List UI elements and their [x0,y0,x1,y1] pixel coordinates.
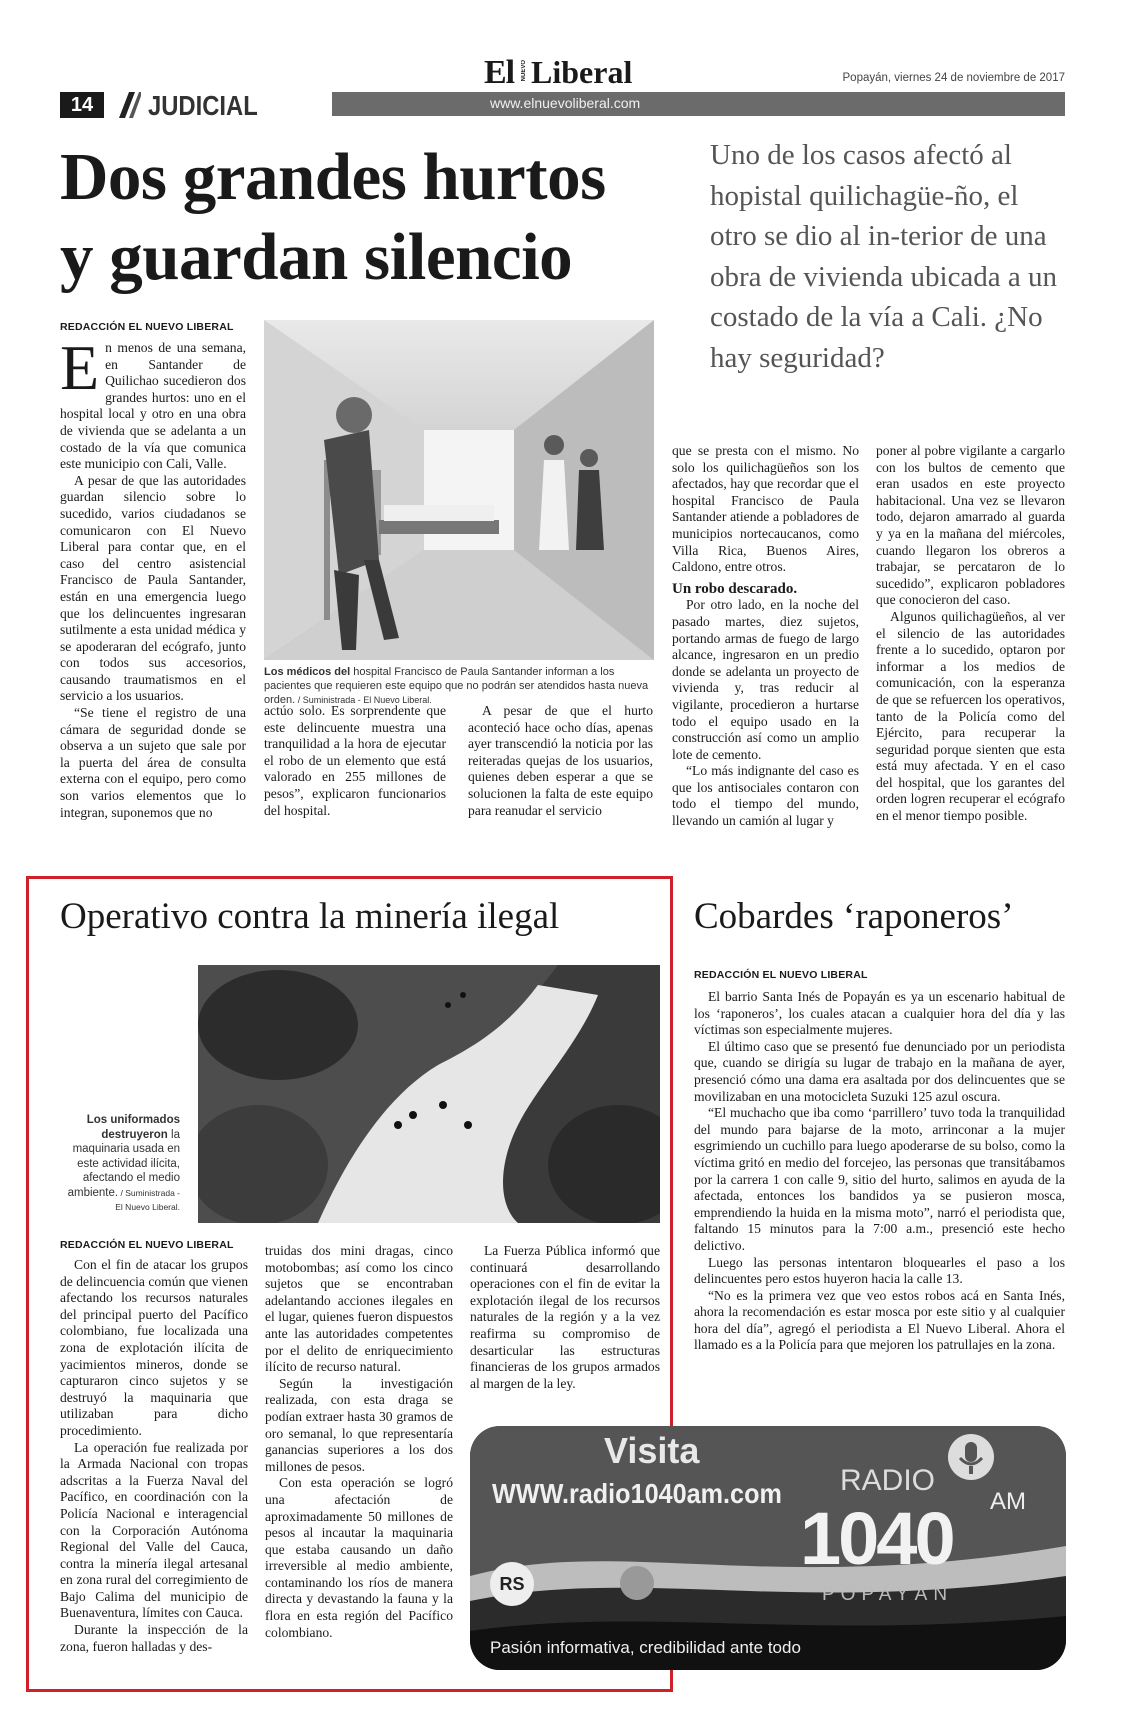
paragraph-2: A pesar de que las autoridades guardan silencio sobre lo sucedido, varios ciudadanos se comunicaron con El Nuevo Liberal para contar que, en el caso del centro asistencial Francisco de Paula Santander, están en una emergencia luego que los delincuentes ingresaran sutilmente a esta unidad médica y se apoderaran del ecógrafo, junto con todos sus accesorios, causando traumatismos en el servicio a los usuarios. [60,472,246,704]
ad-radio: RADIO [840,1464,936,1497]
hospital-photo-caption: Los médicos del hospital Francisco de Paula Santander informan a los pacientes que requieren este equipo que no podrán ser atendidos hasta nueva orden. / Suministrada - El Nuevo Liberal. [264,666,649,706]
headline: Operativo contra la minería ilegal [60,896,560,937]
headline-line-2: y guardan silencio [60,220,573,294]
byline: REDACCIÓN EL NUEVO LIBERAL [694,969,868,981]
ad-visita: Visita [604,1430,700,1471]
ad-url[interactable]: WWW.radio1040am.com [492,1478,782,1509]
article-raponeros [694,895,1065,1415]
signal-icon [620,1566,654,1600]
hospital-photo [264,320,654,660]
article-column-1: Con el fin de atacar los grupos de delincuencia común que vienen afectando los recursos naturales del principal puerto del Pacífico colombiano, fue localizada una zona de explotación ilícita de yacimientos mineros, donde se capturaron cinco sujetos y se destruyó la maquinaria que utilizaban para dicho procedimiento. La operación fue realizada por la Armada Nacional con tropas adscritas a la Fuerza Naval del Pacífico, en coordinación con la Policía Nacional e interagencial con la Corporación Autónoma Regional del Valle del Cauca, contra la minería ilegal artesanal en zona rural del corregimiento de Bajo Calima del municipio de Buenaventura, límites con Cauca. Durante la inspección de la zona, fueron halladas y des- [60,1257,248,1654]
section-slash-icon [115,92,141,118]
mining-photo [198,965,660,1223]
mining-photo-caption: Los uniformados destruyeron la maquinaria usada en este actividad ilícita, afectando el medio ambiente. / Suministrada - El Nuevo Liberal. [67,1114,180,1212]
subhead: Un robo descarado. [672,580,798,597]
paragraph-1: En menos de una semana, en Santander de Quilichao sucedieron dos grandes hurtos: uno en el hospital local y otro en una obra de vivienda que se adelanta a un costado de la vía que comunica este municipio con Cali, Valle. [60,332,246,472]
logo [484,56,704,92]
paragraph-3: “Se tiene el registro de una cámara de seguridad donde se observa a un sujeto que sale por la puerta del área de consulta externa con el equipo, pero como son varios elementos que lo integran, suponemos que no [60,705,246,820]
logo-nuevo: NUEVO [521,60,527,82]
article-column-1 [60,332,246,821]
microphone-icon [948,1434,994,1480]
article-column-4: que se presta con el mismo. No solo los quilichagüeños son los afectados, hay que recordar que el hospital Francisco de Paula Santander atiende a pobladores de municipios nortecaucanos, como Villa Rica, Buenos Aires, Caldono, entre otros. Un robo descarado. Por otro lado, en la noche del pasado martes, diez sujetos, portando armas de fuego de largo alcance, ingresaron en un predio donde se adelanta un proyecto de vivienda y, tras reducir al vigilante, procedieron a hurtarse todo el equipo usado en la construcción así como un amplio lote de cemento. “Lo más indignante del caso es que los antisociales contaron con todo el tiempo del mundo, llevando un camión al lugar y [672,443,859,829]
ad-frequency: 1040 [800,1497,953,1580]
article-body: El barrio Santa Inés de Popayán es ya un escenario habitual de los ‘raponeros’, los cuales atacan a cualquier hora del día y las víctimas son especialmente mujeres. El último caso que se presentó fue denunciado por un periodista que, cuando se dirigía su lugar de trabajo en la mañana de ayer, presenció cómo una dama era asaltada por dos delincuentes que se movilizaban en una motocicleta Suzuki 125 azul oscura. “El muchacho que iba como ‘parrillero’ tuvo toda la tranquilidad del mundo para bajarse de la moto, arrinconar a la mujer esgrimiendo un cuchillo para luego apoderarse de su bolso, como la víctima gritó en medio del forcejeo, las personas que transitábamos por la carrera 1 con calle 9, sitio del hurto, salimos en ayuda de la afectada, entonces los bandidos ya se pusieron mosca, emprendiendo la huida en la misma moto”, narró el periodista que, faltando 15 minutos para la 7:00 a.m., presenció este hecho delictivo. Luego las personas intentaron bloquearles el paso a los delincuentes pero estos huyeron hacia la calle 13. “No es la primera vez que veo estos robos acá en Santa Inés, ahora la recomendación es estar mosca por este sitio y al cualquier hora del día”, agregó el periodista a El Nuevo Liberal. Ahora el llamado es a la Policía para que mejoren los patrullajes en la zona. [694,989,1065,1353]
article-column-3: La Fuerza Pública informó que continuará desarrollando operaciones con el fin de evitar la explotación ilegal de los recursos naturales de la región y a la vez reafirma su compromiso de desarticular las estructuras financieras de los grupos armados al margen de la ley. [470,1243,660,1391]
masthead [60,56,1065,120]
headline: Cobardes ‘raponeros’ [694,896,1014,937]
page-number-box [60,92,104,118]
page-number: 14 [70,94,94,116]
logo-liberal: Liberal [531,54,633,90]
article-column-5: poner al pobre vigilante a cargarlo con los bultos de cemento que eran usados en este proyecto habitacional. Una vez se llevaron todo, dejaron amarrado al guarda y ya en la mañana del miércoles, cuando llegaron los obreros a trabajar, se percataron de lo sucedido”, explicaron pobladores que conocieron del caso. Algunos quilichagüeños, al ver el silencio de las autoridades frente a lo sucedido, optaron por informar a los medios de comunicación, con la esperanza de que se refuercen los operativos, tanto de la Policía como del Ejército, para recuperar la seguridad porque sienten que esta está muy afectada. Y en el caso del hospital, que los garantes del orden logren recuperar el ecógrafo en el menor tiempo posible. [876,443,1065,824]
ad-slogan: Pasión informativa, credibilidad ante todo [490,1638,801,1657]
headline-line-1: Dos grandes hurtos [60,140,606,214]
article-hurtos [60,135,1065,895]
article-column-2: truidas dos mini dragas, cinco motobombas; así como los cinco sujetos que se encontraban adelantando acciones ilegales en el lugar, quienes fueron dispuestos ante las autoridades competentes por el delito de enriquecimiento ilícito de recurso natural. Según la investigación realizada, con esta draga se podían extraer hasta 30 gramos de oro semanal, lo que representaría ganancias superiores a los dos millones de pesos. Con esta operación se logró una afectación de aproximadamente 50 millones de pesos al incautar la maquinaria que estaba causando un daño irreversible al medio ambiente, contaminando los ríos de manera directa y devastando la fauna y la flora en esta región del Pacífico colombiano. [265,1243,453,1640]
website: www.elnuevoliberal.com [490,95,641,111]
logo-el: El [484,54,515,91]
deck: Uno de los casos afectó al hopistal quilichagüe-ño, el otro se dio al in-terior de una obra de vivienda ubicada a un costado de la vía a Cali. ¿No hay seguridad? [710,139,1058,374]
ad-city: POPAYÁN [822,1584,954,1605]
drop-cap: E [60,332,100,403]
radio-ad[interactable] [470,1426,1066,1670]
dateline: Popayán, viernes 24 de noviembre de 2017 [842,72,1065,84]
rs-logo: RS [490,1562,534,1606]
article-column-2: actúo solo. Es sorprendente que este delincuente muestra una tranquilidad a la hora de ejecutar el robo de un elemento que está valorado en 255 millones de pesos”, explicaron funcionarios del hospital. [264,703,446,818]
section-bar [332,92,1065,116]
byline: REDACCIÓN EL NUEVO LIBERAL [60,321,234,333]
section-title: JUDICIAL [148,90,258,121]
ad-am: AM [990,1488,1026,1515]
article-column-3: A pesar de que el hurto aconteció hace ocho días, apenas ayer transcendió la noticia por las reiteradas quejas de los usuarios, quienes deben esperar a que se solucionen la falta de este equipo para reanudar el servicio [468,703,653,818]
byline: REDACCIÓN EL NUEVO LIBERAL [60,1239,234,1251]
headline [60,137,700,297]
